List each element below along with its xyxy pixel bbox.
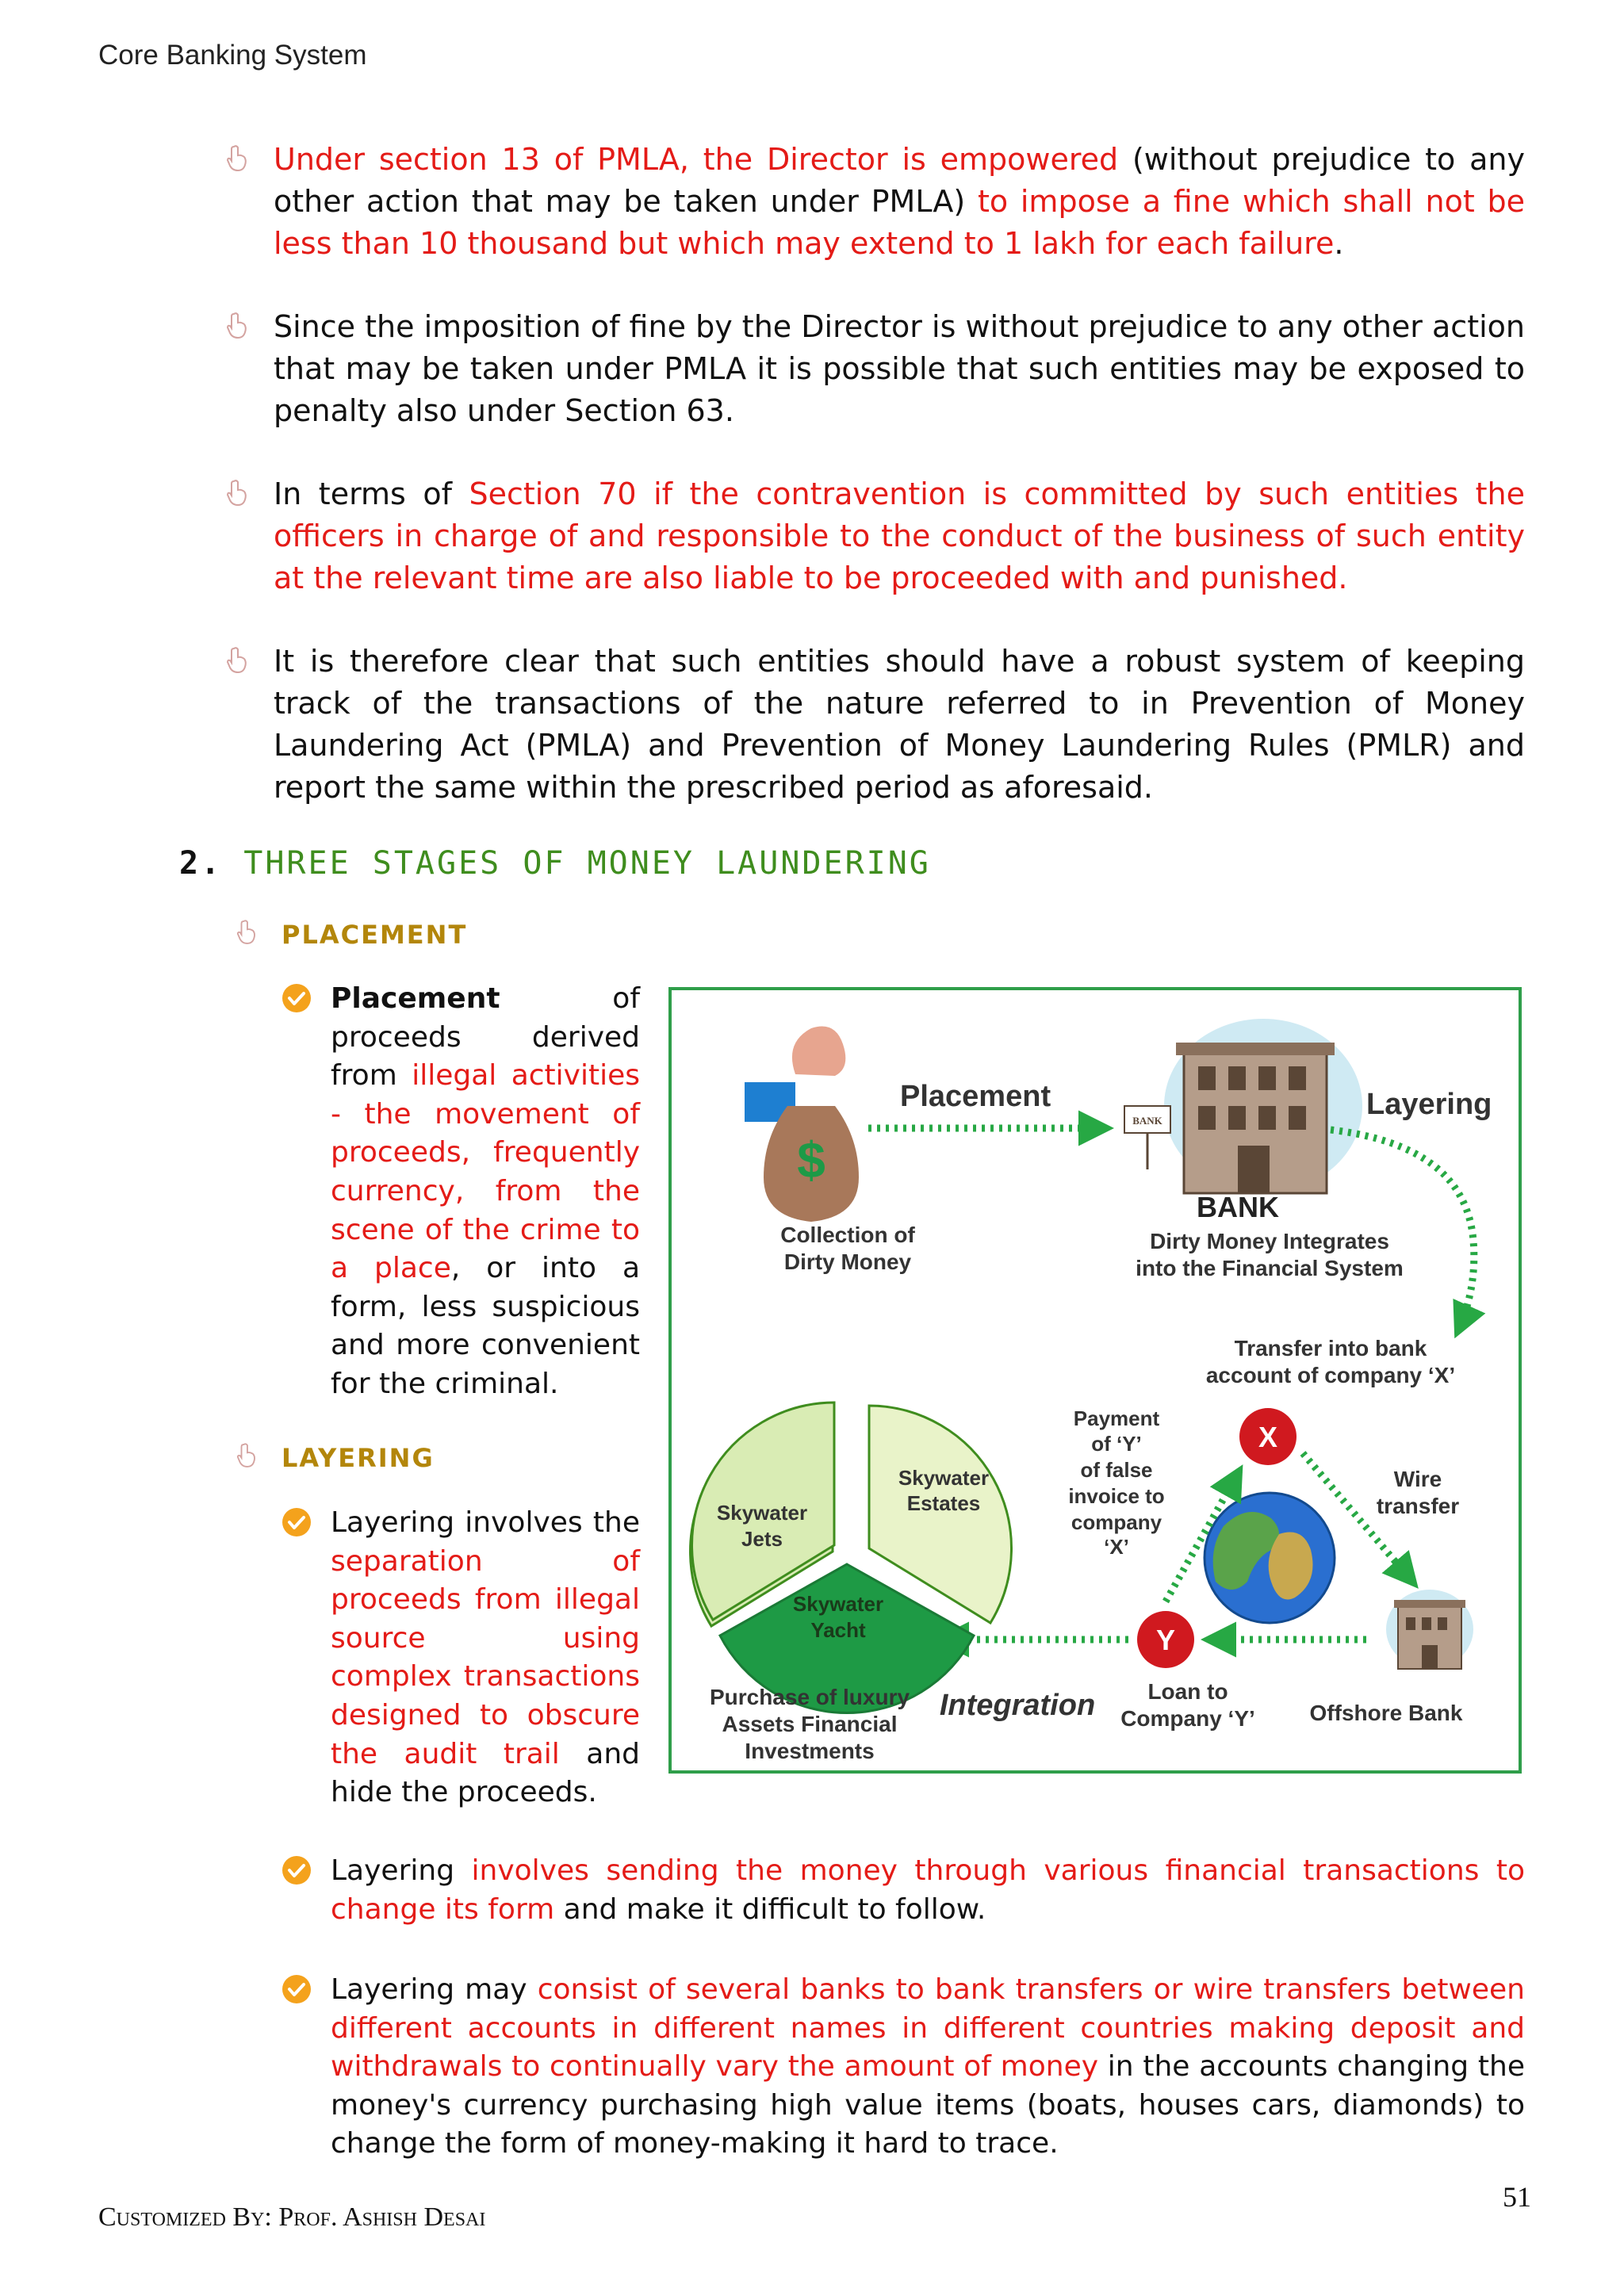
svg-text:$: $ xyxy=(797,1131,825,1188)
layering-red-text: consist of several banks to bank transfers or wire transfers between different accounts in different names in different countries making deposit and withdrawals to continually vary the amount of money xyxy=(331,1973,1525,2084)
bullet-item xyxy=(226,139,1525,265)
page-header-title: Core Banking System xyxy=(98,40,367,71)
node-x-label: X xyxy=(1258,1421,1278,1453)
purchase-label-line: Assets Financial xyxy=(722,1712,898,1736)
placement-bold-text: Placement xyxy=(331,982,500,1015)
pointing-hand-icon xyxy=(226,145,248,172)
bullet-text: It is therefore clear that such entities should have a robust system of keeping track of the transactions of the nature referred to in Prevention of Money Laundering Act (PMLA) and Prevention of Money Laundering Rules (PMLR) and report the same within the prescribed period as aforesaid. xyxy=(274,644,1525,805)
subheading-placement xyxy=(236,920,467,950)
pointing-hand-icon xyxy=(226,312,248,339)
collection-label-line2: Dirty Money xyxy=(783,1249,912,1274)
layering-text: and make it difficult to follow. xyxy=(554,1892,986,1926)
payment-line: ‘X’ xyxy=(1104,1535,1129,1559)
layering-item xyxy=(282,1971,1525,2164)
globe-icon xyxy=(1205,1493,1335,1623)
bank-caption-line2: into the Financial System xyxy=(1136,1256,1404,1280)
money-laundering-diagram xyxy=(668,987,1522,1774)
bullet-text: In terms of xyxy=(274,476,469,511)
layering-text: in the accounts changing the money's currency purchasing high value items (boats, houses cars, diamonds) to change the form of money-making it hard to trace. xyxy=(331,2050,1525,2160)
pie-label-estates: Estates xyxy=(906,1491,981,1515)
checkmark-icon xyxy=(282,1855,312,1885)
layering-text: Layering may xyxy=(331,1973,538,2006)
wire-label-line2: transfer xyxy=(1376,1494,1460,1518)
pie-label-yacht: Skywater xyxy=(792,1592,884,1616)
collection-label-line1: Collection of xyxy=(780,1223,915,1247)
layering-text: and hide the proceeds. xyxy=(331,1737,641,1809)
layering-stage-label: Layering xyxy=(1366,1088,1492,1121)
purchase-label-line: Investments xyxy=(745,1739,875,1763)
footer-credit: Customized By: Prof. Ashish Desai xyxy=(98,2202,486,2232)
page-number: 51 xyxy=(1503,2181,1531,2213)
layering-item xyxy=(282,1852,1525,1929)
section-title: THREE STAGES OF MONEY LAUNDERING xyxy=(243,845,931,882)
layering-red-text: separation of proceeds from illegal source using complex transactions designed to obscure the audit trail xyxy=(331,1544,640,1770)
integration-stage-label: Integration xyxy=(939,1689,1096,1722)
offshore-bank-label: Offshore Bank xyxy=(1309,1701,1463,1725)
pointing-hand-icon xyxy=(226,480,248,507)
bullet-red-text: Under section 13 of PMLA, the Director is empowered xyxy=(274,142,1119,177)
bullet-red-text: to impose a fine which shall not be less than 10 thousand but which may extend to 1 lakh for each failure xyxy=(274,184,1525,261)
pie-label-jets: Skywater xyxy=(716,1501,808,1525)
payment-line: Payment xyxy=(1073,1406,1160,1430)
bank-sign-text: BANK xyxy=(1132,1115,1162,1127)
placement-item xyxy=(282,980,640,1404)
payment-line: invoice to xyxy=(1068,1484,1165,1508)
subheading-layering xyxy=(236,1443,435,1473)
bullet-red-text: Section 70 if the contravention is committed by such entities the officers in charge of and responsible to the conduct of the business of such entity at the relevant time are also liable to be proceeded with and punished. xyxy=(274,476,1526,595)
checkmark-icon xyxy=(282,1507,312,1537)
bank-caption-line1: Dirty Money Integrates xyxy=(1150,1229,1389,1253)
layering-red-text: involves sending the money through various financial transactions to change its form xyxy=(331,1854,1526,1926)
section-number: 2. xyxy=(179,845,223,882)
subheading-label: LAYERING xyxy=(282,1443,435,1473)
bullet-text: Since the imposition of fine by the Director is without prejudice to any other action that may be taken under PMLA it is possible that such entities may be exposed to penalty also under Section 63. xyxy=(274,309,1525,428)
pie-label-yacht: Yacht xyxy=(810,1618,866,1642)
wire-label-line1: Wire xyxy=(1393,1467,1442,1491)
checkmark-icon xyxy=(282,1974,312,2004)
payment-line: company xyxy=(1071,1510,1162,1534)
placement-stage-label: Placement xyxy=(900,1080,1051,1113)
bullet-text: . xyxy=(1334,226,1344,261)
pie-label-jets: Jets xyxy=(741,1527,783,1551)
transfer-label-line1: Transfer into bank xyxy=(1234,1336,1427,1360)
placement-red-text: illegal activities - the movement of proceeds, frequently currency, from the scene of the crime to a place xyxy=(331,1059,640,1285)
placement-text: of proceeds derived from xyxy=(331,982,640,1093)
layering-text: Layering involves the xyxy=(331,1506,640,1539)
node-y-label: Y xyxy=(1155,1624,1176,1656)
bullet-item xyxy=(226,641,1525,809)
transfer-label-line2: account of company ‘X’ xyxy=(1205,1363,1456,1387)
checkmark-icon xyxy=(282,983,312,1013)
pointing-hand-icon xyxy=(226,647,248,674)
bullet-text: (without prejudice to any other action that may be taken under PMLA) xyxy=(274,142,1525,219)
layering-item xyxy=(282,1504,640,1812)
placement-text: , or into a form, less suspicious and more convenient for the criminal. xyxy=(331,1252,641,1400)
bullet-item xyxy=(226,306,1525,432)
loan-label-line2: Company ‘Y’ xyxy=(1120,1706,1255,1731)
payment-line: of ‘Y’ xyxy=(1091,1432,1142,1456)
subheading-label: PLACEMENT xyxy=(282,920,468,950)
pie-label-estates: Skywater xyxy=(898,1466,990,1490)
purchase-label-line: Purchase of luxury xyxy=(709,1685,910,1709)
bank-title: BANK xyxy=(1197,1191,1279,1223)
payment-line: of false xyxy=(1080,1458,1153,1482)
pointing-hand-icon xyxy=(236,920,257,945)
pointing-hand-icon xyxy=(236,1443,257,1468)
loan-label-line1: Loan to xyxy=(1147,1679,1228,1704)
bullet-item xyxy=(226,473,1525,599)
section-heading xyxy=(179,845,931,882)
layering-text: Layering xyxy=(331,1854,472,1887)
offshore-bank-icon xyxy=(1386,1590,1473,1669)
